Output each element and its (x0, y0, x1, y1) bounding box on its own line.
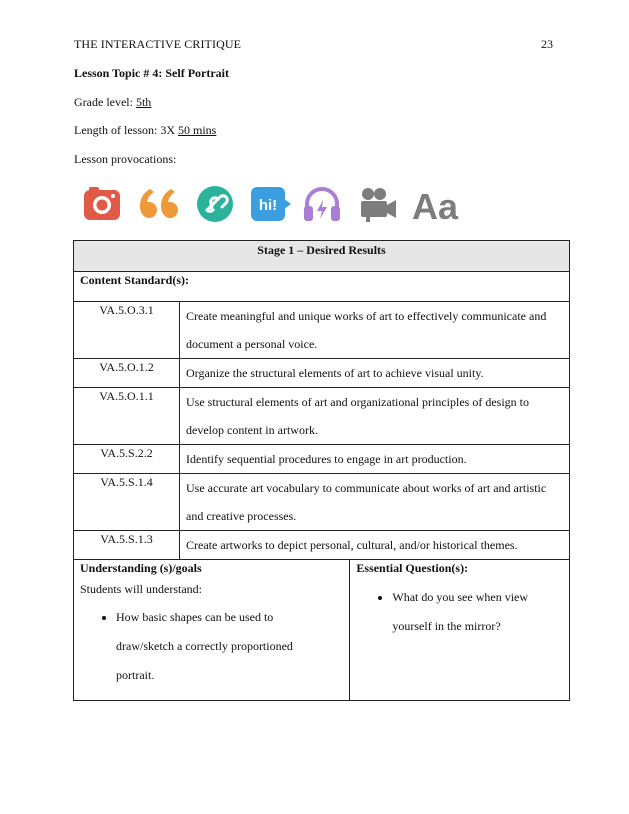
essential-cell (350, 560, 570, 701)
camera-icon (83, 185, 121, 223)
essential-label: Essential Question(s): (356, 561, 469, 575)
list-item: • What do you see when view yourself in the mirror? (392, 583, 542, 641)
link-icon (196, 185, 234, 223)
standard-text: Organize the structural elements of art to achieve visual unity. (180, 359, 570, 388)
standard-text: Create meaningful and unique works of art to effectively communicate and document a personal voice. (180, 302, 570, 359)
page-number: 23 (541, 37, 553, 51)
standard-text: Use accurate art vocabulary to communicate about works of art and artistic and creative processes. (180, 474, 570, 531)
quote-icon (138, 185, 180, 223)
provocations-label: Lesson provocations: (74, 152, 177, 166)
standard-code: VA.5.O.1.2 (74, 359, 180, 388)
desired-results-table (73, 240, 570, 701)
standard-code: VA.5.S.1.4 (74, 474, 180, 531)
understanding-intro: Students will understand: (80, 582, 202, 596)
length-value: 50 mins (178, 123, 217, 137)
table-row (74, 474, 570, 531)
standard-code: VA.5.O.3.1 (74, 302, 180, 359)
table-row (74, 388, 570, 445)
standard-text: Use structural elements of art and organizational principles of design to develop content in artwork. (180, 388, 570, 445)
lesson-topic: Lesson Topic # 4: Self Portrait (74, 66, 229, 80)
table-row (74, 531, 570, 560)
standard-code: VA.5.S.1.3 (74, 531, 180, 560)
grade-level: Grade level: 5th (74, 95, 152, 109)
font-aa-text: Aa (412, 186, 459, 223)
standard-text: Create artworks to depict personal, cultural, and/or historical themes. (180, 531, 570, 560)
standard-text: Identify sequential procedures to engage in art production. (180, 445, 570, 474)
hi-chat-icon (250, 185, 292, 223)
table-row (74, 445, 570, 474)
understanding-cell (74, 560, 350, 701)
table-row (74, 359, 570, 388)
understanding-label: Understanding (s)/goals (80, 561, 202, 575)
running-header: THE INTERACTIVE CRITIQUE (74, 37, 242, 51)
font-aa-icon (410, 185, 460, 223)
video-camera-icon (358, 185, 398, 223)
content-standard-label: Content Standard(s): (74, 272, 570, 302)
headphones-icon (302, 185, 342, 223)
list-item: • How basic shapes can be used to draw/sketch a correctly proportioned portrait. (116, 603, 316, 690)
provocation-icons (80, 185, 470, 225)
stage-title: Stage 1 – Desired Results (74, 241, 570, 272)
standard-code: VA.5.O.1.1 (74, 388, 180, 445)
table-row (74, 302, 570, 359)
standard-code: VA.5.S.2.2 (74, 445, 180, 474)
lesson-length: Length of lesson: 3X 50 mins (74, 123, 217, 137)
grade-value: 5th (135, 95, 152, 109)
hi-chat-text: hi! (258, 197, 278, 214)
